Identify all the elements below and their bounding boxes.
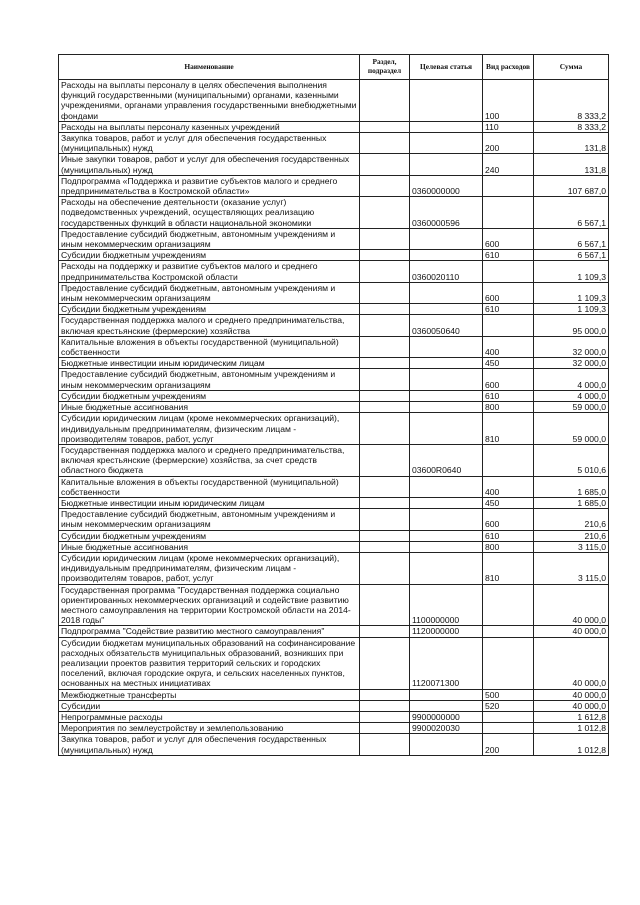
table-row (59, 282, 609, 303)
cell-type (483, 723, 534, 734)
cell-section (360, 689, 410, 700)
cell-sum: 40 000,0 (534, 700, 609, 711)
cell-type: 610 (483, 250, 534, 261)
cell-section (360, 369, 410, 390)
table-row (59, 80, 609, 122)
cell-sum: 4 000,0 (534, 369, 609, 390)
cell-name: Государственная программа "Государственная поддержка социально ориентированных некоммерческих организаций и содействие развитию местного самоуправления на территории Костромской области на 2014-2018 годы" (59, 584, 360, 626)
table-row (59, 689, 609, 700)
table-row (59, 626, 609, 637)
cell-sum: 3 115,0 (534, 552, 609, 584)
cell-code: 1120000000 (410, 626, 483, 637)
cell-sum: 40 000,0 (534, 584, 609, 626)
cell-code (410, 228, 483, 249)
header-row (59, 55, 609, 80)
cell-sum: 1 685,0 (534, 476, 609, 497)
cell-type: 450 (483, 358, 534, 369)
cell-type: 610 (483, 530, 534, 541)
cell-section (360, 530, 410, 541)
cell-code (410, 476, 483, 497)
cell-name: Субсидии бюджетным учреждениям (59, 250, 360, 261)
cell-section (360, 261, 410, 282)
cell-section (360, 734, 410, 755)
cell-section (360, 390, 410, 401)
cell-type: 400 (483, 476, 534, 497)
cell-type: 610 (483, 304, 534, 315)
cell-code (410, 530, 483, 541)
cell-section (360, 133, 410, 154)
cell-section (360, 197, 410, 229)
cell-section (360, 476, 410, 497)
cell-sum: 3 115,0 (534, 541, 609, 552)
cell-section (360, 358, 410, 369)
cell-type (483, 584, 534, 626)
cell-section (360, 336, 410, 357)
table-row (59, 315, 609, 336)
cell-name: Предоставление субсидий бюджетным, автономным учреждениям и иным некоммерческим организациям (59, 228, 360, 249)
cell-name: Мероприятия по землеустройству и землепользованию (59, 723, 360, 734)
cell-sum: 131,8 (534, 133, 609, 154)
cell-name: Государственная поддержка малого и среднего предпринимательства, включая крестьянские (фермерские) хозяйства, за счет средств областного бюджета (59, 444, 360, 476)
cell-type: 200 (483, 133, 534, 154)
table-row (59, 369, 609, 390)
cell-code (410, 358, 483, 369)
cell-name: Закупка товаров, работ и услуг для обеспечения государственных (муниципальных) нужд (59, 734, 360, 755)
table-row (59, 723, 609, 734)
cell-name: Закупка товаров, работ и услуг для обеспечения государственных (муниципальных) нужд (59, 133, 360, 154)
cell-type: 610 (483, 390, 534, 401)
cell-code: 9900020030 (410, 723, 483, 734)
cell-code (410, 133, 483, 154)
header-target: Целевая статья (410, 55, 483, 80)
table-row (59, 197, 609, 229)
cell-name: Бюджетные инвестиции иным юридическим лицам (59, 358, 360, 369)
cell-sum: 40 000,0 (534, 626, 609, 637)
cell-name: Расходы на выплаты персоналу в целях обеспечения выполнения функций государственными (муниципальными) органами, казенными учреждениями, органами управления государственными внебюджетными фондами (59, 80, 360, 122)
cell-name: Бюджетные инвестиции иным юридическим лицам (59, 497, 360, 508)
cell-name: Капитальные вложения в объекты государственной (муниципальной) собственности (59, 336, 360, 357)
cell-sum: 1 012,8 (534, 723, 609, 734)
cell-sum: 4 000,0 (534, 390, 609, 401)
table-row (59, 711, 609, 722)
cell-code: 0360050640 (410, 315, 483, 336)
cell-code (410, 304, 483, 315)
cell-type: 520 (483, 700, 534, 711)
cell-type: 240 (483, 154, 534, 175)
cell-section (360, 700, 410, 711)
table-row (59, 552, 609, 584)
cell-sum: 6 567,1 (534, 228, 609, 249)
table-row (59, 336, 609, 357)
cell-code (410, 121, 483, 132)
cell-code (410, 80, 483, 122)
cell-section (360, 304, 410, 315)
cell-type: 810 (483, 552, 534, 584)
header-sum: Сумма (534, 55, 609, 80)
cell-type: 400 (483, 336, 534, 357)
cell-name: Субсидии бюджетам муниципальных образований на софинансирование расходных обязательств муниципальных образований, возникших при реализации проектов развития территорий сельских и городских поселений, включая городские округа, и сельских населенных пунктов, основанных на местных инициативах (59, 637, 360, 689)
table-row (59, 734, 609, 755)
cell-section (360, 413, 410, 445)
table-row (59, 154, 609, 175)
cell-code (410, 541, 483, 552)
cell-name: Межбюджетные трансферты (59, 689, 360, 700)
cell-section (360, 637, 410, 689)
cell-sum: 32 000,0 (534, 336, 609, 357)
cell-name: Субсидии бюджетным учреждениям (59, 304, 360, 315)
cell-code (410, 390, 483, 401)
cell-name: Иные закупки товаров, работ и услуг для обеспечения государственных (муниципальных) нужд (59, 154, 360, 175)
table-row (59, 541, 609, 552)
cell-name: Капитальные вложения в объекты государственной (муниципальной) собственности (59, 476, 360, 497)
cell-name: Предоставление субсидий бюджетным, автономным учреждениям и иным некоммерческим организациям (59, 369, 360, 390)
table-row (59, 509, 609, 530)
table-row (59, 133, 609, 154)
cell-name: Субсидии юридическим лицам (кроме некоммерческих организаций), индивидуальным предпринимателям, физическим лицам - производителям товаров, работ, услуг (59, 413, 360, 445)
cell-code: 9900000000 (410, 711, 483, 722)
cell-section (360, 228, 410, 249)
cell-name: Расходы на поддержку и развитие субъектов малого и среднего предпринимательства Костромской области (59, 261, 360, 282)
cell-name: Подпрограмма "Содействие развитию местного самоуправления" (59, 626, 360, 637)
cell-code: 0360000000 (410, 175, 483, 196)
cell-code: 1120071300 (410, 637, 483, 689)
cell-code (410, 509, 483, 530)
cell-type: 600 (483, 282, 534, 303)
header-section: Раздел, подраздел (360, 55, 410, 80)
table-row (59, 175, 609, 196)
cell-name: Субсидии (59, 700, 360, 711)
cell-type: 450 (483, 497, 534, 508)
cell-code (410, 154, 483, 175)
cell-type: 500 (483, 689, 534, 700)
cell-section (360, 315, 410, 336)
cell-name: Предоставление субсидий бюджетным, автономным учреждениям и иным некоммерческим организациям (59, 282, 360, 303)
cell-sum: 8 333,2 (534, 80, 609, 122)
cell-sum: 8 333,2 (534, 121, 609, 132)
cell-code: 1100000000 (410, 584, 483, 626)
table-row (59, 304, 609, 315)
cell-section (360, 175, 410, 196)
cell-sum: 1 109,3 (534, 304, 609, 315)
cell-type: 810 (483, 413, 534, 445)
table-row (59, 584, 609, 626)
cell-name: Субсидии юридическим лицам (кроме некоммерческих организаций), индивидуальным предпринимателям, физическим лицам - производителям товаров, работ, услуг (59, 552, 360, 584)
cell-type (483, 637, 534, 689)
table-row (59, 476, 609, 497)
table-row (59, 250, 609, 261)
cell-sum: 32 000,0 (534, 358, 609, 369)
cell-section (360, 121, 410, 132)
cell-type: 600 (483, 369, 534, 390)
cell-code (410, 552, 483, 584)
table-row (59, 121, 609, 132)
cell-type: 110 (483, 121, 534, 132)
cell-section (360, 541, 410, 552)
cell-section (360, 444, 410, 476)
cell-sum: 6 567,1 (534, 250, 609, 261)
cell-type: 100 (483, 80, 534, 122)
cell-sum: 107 687,0 (534, 175, 609, 196)
cell-section (360, 584, 410, 626)
cell-sum: 1 012,8 (534, 734, 609, 755)
cell-name: Расходы на обеспечение деятельности (оказание услуг) подведомственных учреждений, осуществляющих реализацию государственных функций в области национальной экономики (59, 197, 360, 229)
cell-type (483, 261, 534, 282)
cell-name: Государственная поддержка малого и среднего предпринимательства, включая крестьянские (фермерские) хозяйства (59, 315, 360, 336)
cell-code (410, 413, 483, 445)
cell-code (410, 250, 483, 261)
cell-sum: 1 685,0 (534, 497, 609, 508)
table-row (59, 530, 609, 541)
cell-sum: 131,8 (534, 154, 609, 175)
cell-sum: 5 010,6 (534, 444, 609, 476)
table-row (59, 700, 609, 711)
table-row (59, 358, 609, 369)
cell-code (410, 700, 483, 711)
cell-code (410, 402, 483, 413)
cell-sum: 1 109,3 (534, 282, 609, 303)
cell-type: 800 (483, 541, 534, 552)
budget-table (58, 54, 609, 756)
cell-section (360, 154, 410, 175)
cell-name: Расходы на выплаты персоналу казенных учреждений (59, 121, 360, 132)
cell-section (360, 282, 410, 303)
cell-name: Подпрограмма «Поддержка и развитие субъектов малого и среднего предпринимательства в Костромской области» (59, 175, 360, 196)
cell-code: 03600R0640 (410, 444, 483, 476)
header-name: Наименование (59, 55, 360, 80)
cell-section (360, 626, 410, 637)
cell-name: Непрограммные расходы (59, 711, 360, 722)
cell-type (483, 444, 534, 476)
cell-sum: 40 000,0 (534, 689, 609, 700)
table-row (59, 261, 609, 282)
cell-type: 600 (483, 228, 534, 249)
cell-code: 0360020110 (410, 261, 483, 282)
cell-name: Субсидии бюджетным учреждениям (59, 530, 360, 541)
table-row (59, 444, 609, 476)
table-row (59, 413, 609, 445)
cell-section (360, 250, 410, 261)
cell-code (410, 734, 483, 755)
cell-sum: 59 000,0 (534, 402, 609, 413)
cell-name: Иные бюджетные ассигнования (59, 402, 360, 413)
cell-type: 800 (483, 402, 534, 413)
cell-type (483, 315, 534, 336)
header-type: Вид расходов (483, 55, 534, 80)
cell-type (483, 711, 534, 722)
cell-section (360, 402, 410, 413)
cell-name: Иные бюджетные ассигнования (59, 541, 360, 552)
cell-sum: 1 109,3 (534, 261, 609, 282)
cell-type (483, 175, 534, 196)
cell-section (360, 711, 410, 722)
cell-section (360, 723, 410, 734)
cell-section (360, 552, 410, 584)
cell-sum: 6 567,1 (534, 197, 609, 229)
table-row (59, 228, 609, 249)
cell-code (410, 282, 483, 303)
cell-sum: 95 000,0 (534, 315, 609, 336)
cell-code: 0360000596 (410, 197, 483, 229)
cell-name: Субсидии бюджетным учреждениям (59, 390, 360, 401)
cell-type: 600 (483, 509, 534, 530)
cell-sum: 40 000,0 (534, 637, 609, 689)
cell-code (410, 369, 483, 390)
cell-code (410, 497, 483, 508)
cell-sum: 210,6 (534, 509, 609, 530)
table-row (59, 497, 609, 508)
cell-sum: 210,6 (534, 530, 609, 541)
table-body (59, 80, 609, 756)
cell-code (410, 689, 483, 700)
cell-code (410, 336, 483, 357)
cell-section (360, 509, 410, 530)
cell-name: Предоставление субсидий бюджетным, автономным учреждениям и иным некоммерческим организациям (59, 509, 360, 530)
table-row (59, 402, 609, 413)
cell-type: 200 (483, 734, 534, 755)
cell-sum: 59 000,0 (534, 413, 609, 445)
cell-type (483, 197, 534, 229)
table-row (59, 390, 609, 401)
cell-section (360, 497, 410, 508)
cell-type (483, 626, 534, 637)
table-row (59, 637, 609, 689)
cell-sum: 1 612,8 (534, 711, 609, 722)
cell-section (360, 80, 410, 122)
